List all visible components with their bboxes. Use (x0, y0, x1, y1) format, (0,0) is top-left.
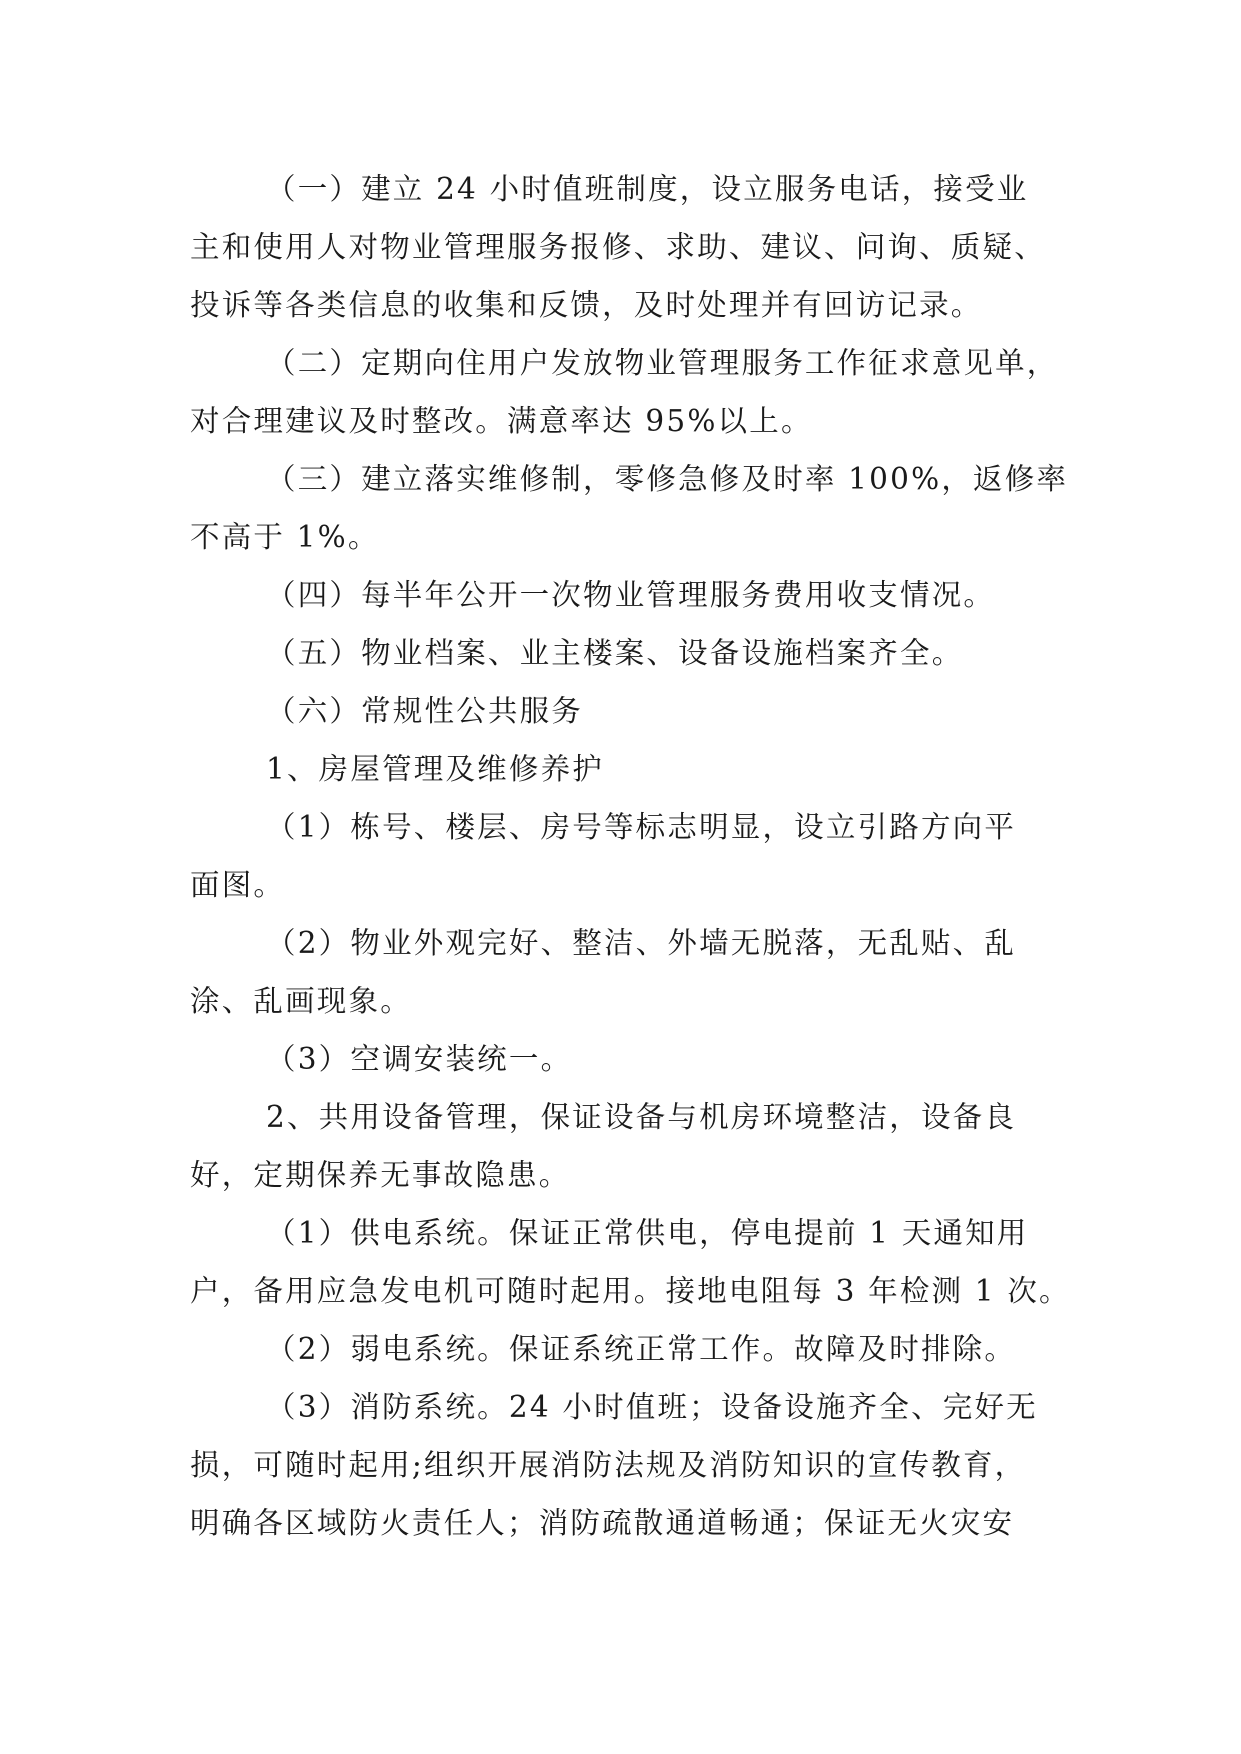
paragraph-14 (190, 1378, 1050, 1552)
text-line: （3）空调安装统一。 (266, 1042, 573, 1076)
text-line: 损，可随时起用;组织开展消防法规及消防知识的宣传教育， (190, 1448, 1027, 1482)
text-line: （二）定期向住用户发放物业管理服务工作征求意见单， (266, 346, 1059, 380)
text-line: （一）建立 24 小时值班制度，设立服务电话，接受业 (266, 172, 1029, 206)
text-line: （四）每半年公开一次物业管理服务费用收支情况。 (266, 578, 996, 612)
text-line: （1）栋号、楼层、房号等标志明显，设立引路方向平 (266, 810, 1017, 844)
paragraph-3 (190, 450, 1069, 566)
paragraph-5 (190, 624, 1050, 682)
subsection-heading: 1、房屋管理及维修养护 (266, 752, 604, 786)
text-line: 投诉等各类信息的收集和反馈，及时处理并有回访记录。 (190, 288, 983, 322)
section-heading: （六）常规性公共服务 (266, 694, 584, 728)
text-line: 明确各区域防火责任人；消防疏散通道畅通；保证无火灾安 (190, 1506, 1015, 1540)
text-line: （三）建立落实维修制，零修急修及时率 100%，返修率 (266, 462, 1069, 496)
text-line: 面图。 (190, 868, 286, 902)
text-line: （2）弱电系统。保证系统正常工作。故障及时排除。 (266, 1332, 1017, 1366)
paragraph-12 (190, 1204, 1071, 1320)
text-line: （2）物业外观完好、整洁、外墙无脱落，无乱贴、乱 (266, 926, 1017, 960)
paragraph-9 (190, 914, 1050, 1030)
text-line: 不高于 1%。 (190, 520, 380, 554)
text-line: 涂、乱画现象。 (190, 984, 412, 1018)
paragraph-4 (190, 566, 1050, 624)
paragraph-7 (190, 740, 1050, 798)
document-body (190, 160, 1071, 1552)
paragraph-6 (190, 682, 1050, 740)
paragraph-13 (190, 1320, 1050, 1378)
text-line: 对合理建议及时整改。满意率达 95%以上。 (190, 404, 813, 438)
text-line: 主和使用人对物业管理服务报修、求助、建议、问询、质疑、 (190, 230, 1046, 264)
subsection-heading: 2、共用设备管理，保证设备与机房环境整洁，设备良 (266, 1100, 1017, 1134)
paragraph-10 (190, 1030, 1050, 1088)
text-line: （3）消防系统。24 小时值班；设备设施齐全、完好无 (266, 1390, 1038, 1424)
paragraph-11 (190, 1088, 1050, 1204)
text-line: （五）物业档案、业主楼案、设备设施档案齐全。 (266, 636, 964, 670)
paragraph-1 (190, 160, 1050, 334)
text-line: 户，备用应急发电机可随时起用。接地电阻每 3 年检测 1 次。 (190, 1274, 1071, 1308)
text-line: （1）供电系统。保证正常供电，停电提前 1 天通知用 (266, 1216, 1029, 1250)
paragraph-2 (190, 334, 1059, 450)
paragraph-8 (190, 798, 1050, 914)
text-line: 好，定期保养无事故隐患。 (190, 1158, 571, 1192)
